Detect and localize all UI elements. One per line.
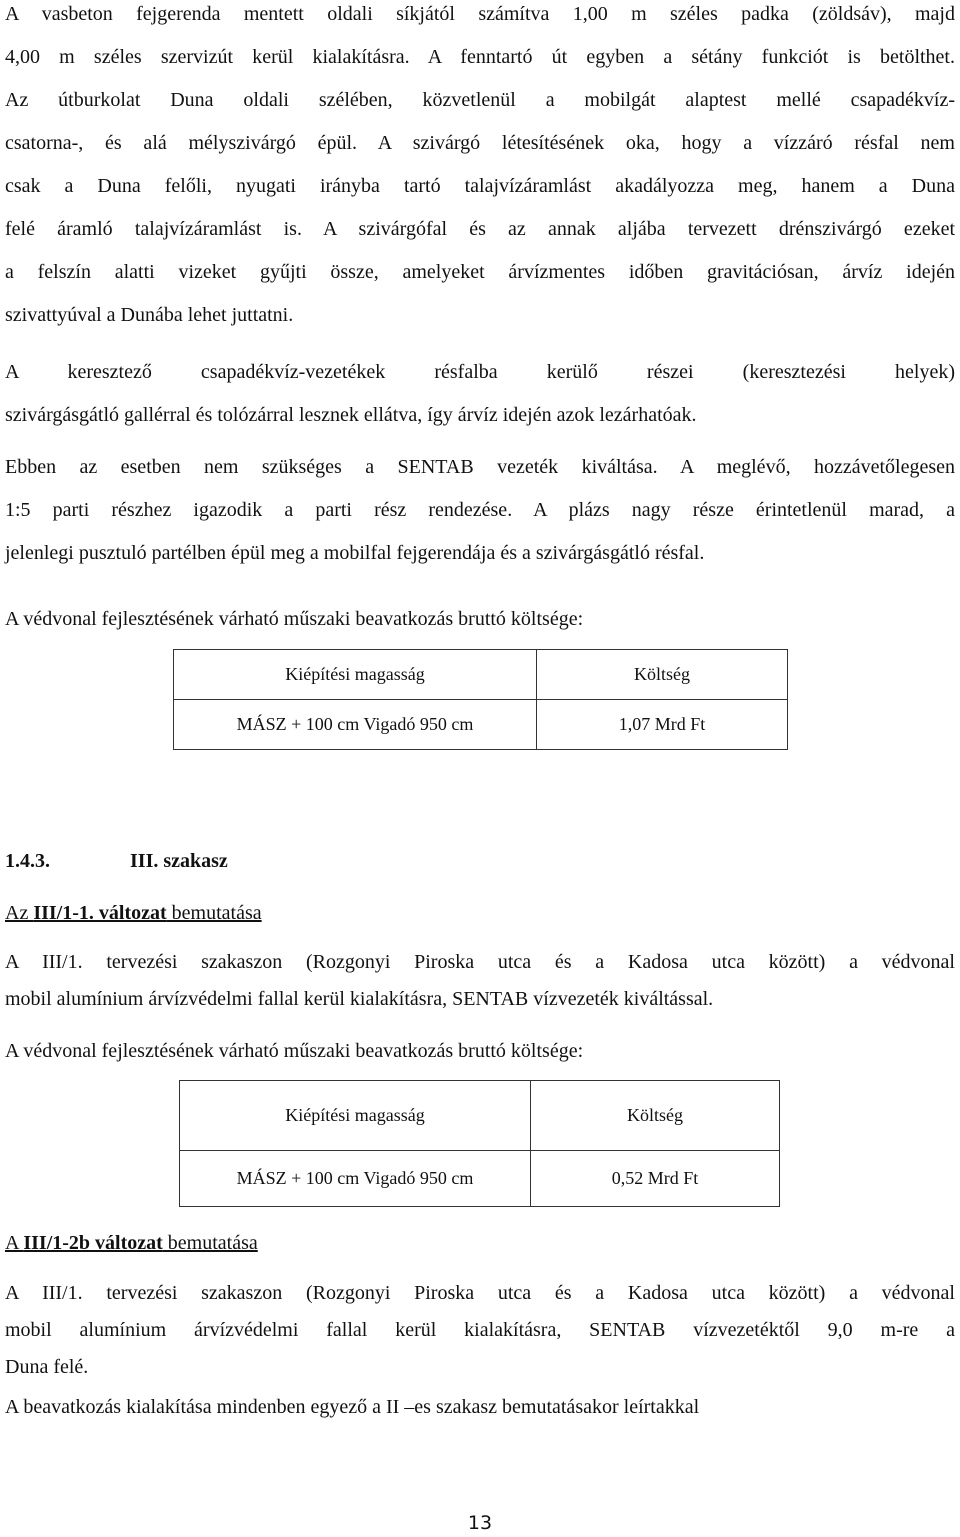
paragraph-3 <box>5 446 955 575</box>
text-line: Ebben az esetben nem szükséges a SENTAB vezeték kiváltása. A meglévő, hozzávetőlegesen <box>5 456 955 478</box>
text-line: a felszín alatti vizeket gyűjti össze, amelyeket árvízmentes időben gravitációsan, árvíz idején <box>5 261 955 283</box>
table-cell: MÁSZ + 100 cm Vigadó 950 cm <box>174 700 537 750</box>
text-line: A keresztező csapadékvíz-vezetékek résfalba kerülő részei (keresztezési helyek) <box>5 361 955 383</box>
text-line: Duna felé. <box>5 1356 89 1378</box>
variant-suffix: bemutatása <box>166 902 262 924</box>
variant-prefix: Az <box>5 902 34 924</box>
text-line: szivárgásgátló gallérral és tolózárral lesznek ellátva, így árvíz idején azok lezárhatóak. <box>5 404 697 426</box>
text-line: mobil alumínium árvízvédelmi fallal kerül kialakításra, SENTAB vízvezeték kiváltással. <box>5 988 714 1010</box>
text-line: csak a Duna felőli, nyugati irányba tartó talajvízáramlást akadályozza meg, hanem a Duna <box>5 175 955 197</box>
table-cell: 1,07 Mrd Ft <box>537 700 788 750</box>
section-number: 1.4.3. <box>5 850 50 872</box>
variant-heading-1 <box>5 902 262 925</box>
variant-bold: III/1-2b változat <box>23 1232 163 1254</box>
text-line: A III/1. tervezési szakaszon (Rozgonyi Piroska utca és a Kadosa utca között) a védvonal <box>5 951 955 973</box>
paragraph-1 <box>5 0 955 337</box>
text-line: 4,00 m széles szervizút kerül kialakításra. A fenntartó út egyben a sétány funkciót is betölthet. <box>5 46 955 68</box>
text-line: 1:5 parti részhez igazodik a parti rész rendezése. A plázs nagy része érintetlenül marad, a <box>5 499 955 521</box>
text-line: A beavatkozás kialakítása mindenben egyező a II –es szakasz bemutatásakor leírtakkal <box>5 1396 700 1418</box>
paragraph-6 <box>5 1389 955 1426</box>
text-line: A védvonal fejlesztésének várható műszaki beavatkozás bruttó költsége: <box>5 1040 584 1062</box>
text-line: Az útburkolat Duna oldali szélében, közvetlenül a mobilgát alaptest mellé csapadékvíz- <box>5 89 955 111</box>
text-line: A vasbeton fejgerenda mentett oldali síkjától számítva 1,00 m széles padka (zöldsáv), majd <box>5 3 955 25</box>
text-line: A védvonal fejlesztésének várható műszaki beavatkozás bruttó költsége: <box>5 608 584 630</box>
page-number: 13 <box>467 1512 493 1534</box>
variant-heading-2 <box>5 1232 258 1255</box>
paragraph-2 <box>5 351 955 437</box>
cost-table-2 <box>179 1080 780 1207</box>
paragraph-5 <box>5 1275 955 1386</box>
table-header-cell: Kiépítési magasság <box>174 650 537 700</box>
cost-intro <box>5 1033 955 1070</box>
text-line: felé áramló talajvízáramlást is. A szivárgófal és az annak aljába tervezett drénszivárgó ezeket <box>5 218 955 240</box>
text-line: jelenlegi pusztuló partélben épül meg a mobilfal fejgerendája és a szivárgásgátló résfal. <box>5 542 705 564</box>
text-line: mobil alumínium árvízvédelmi fallal kerül kialakításra, SENTAB vízvezetéktől 9,0 m-re a <box>5 1319 955 1341</box>
table-header-cell: Kiépítési magasság <box>180 1081 531 1151</box>
cost-table-1 <box>173 649 788 750</box>
text-line: A III/1. tervezési szakaszon (Rozgonyi Piroska utca és a Kadosa utca között) a védvonal <box>5 1282 955 1304</box>
variant-bold: III/1-1. változat <box>33 902 167 924</box>
section-title: III. szakasz <box>130 850 228 872</box>
table-cell: 0,52 Mrd Ft <box>531 1151 780 1207</box>
table-header-cell: Költség <box>537 650 788 700</box>
text-line: szivattyúval a Dunába lehet juttatni. <box>5 304 294 326</box>
table-cell: MÁSZ + 100 cm Vigadó 950 cm <box>180 1151 531 1207</box>
text-line: csatorna-, és alá mélyszivárgó épül. A szivárgó létesítésének oka, hogy a vízzáró résfal nem <box>5 132 955 154</box>
variant-suffix: bemutatása <box>162 1232 258 1254</box>
paragraph-4 <box>5 944 955 1018</box>
cost-intro <box>5 598 955 641</box>
table-header-cell: Költség <box>531 1081 780 1151</box>
variant-prefix: A <box>5 1232 24 1254</box>
